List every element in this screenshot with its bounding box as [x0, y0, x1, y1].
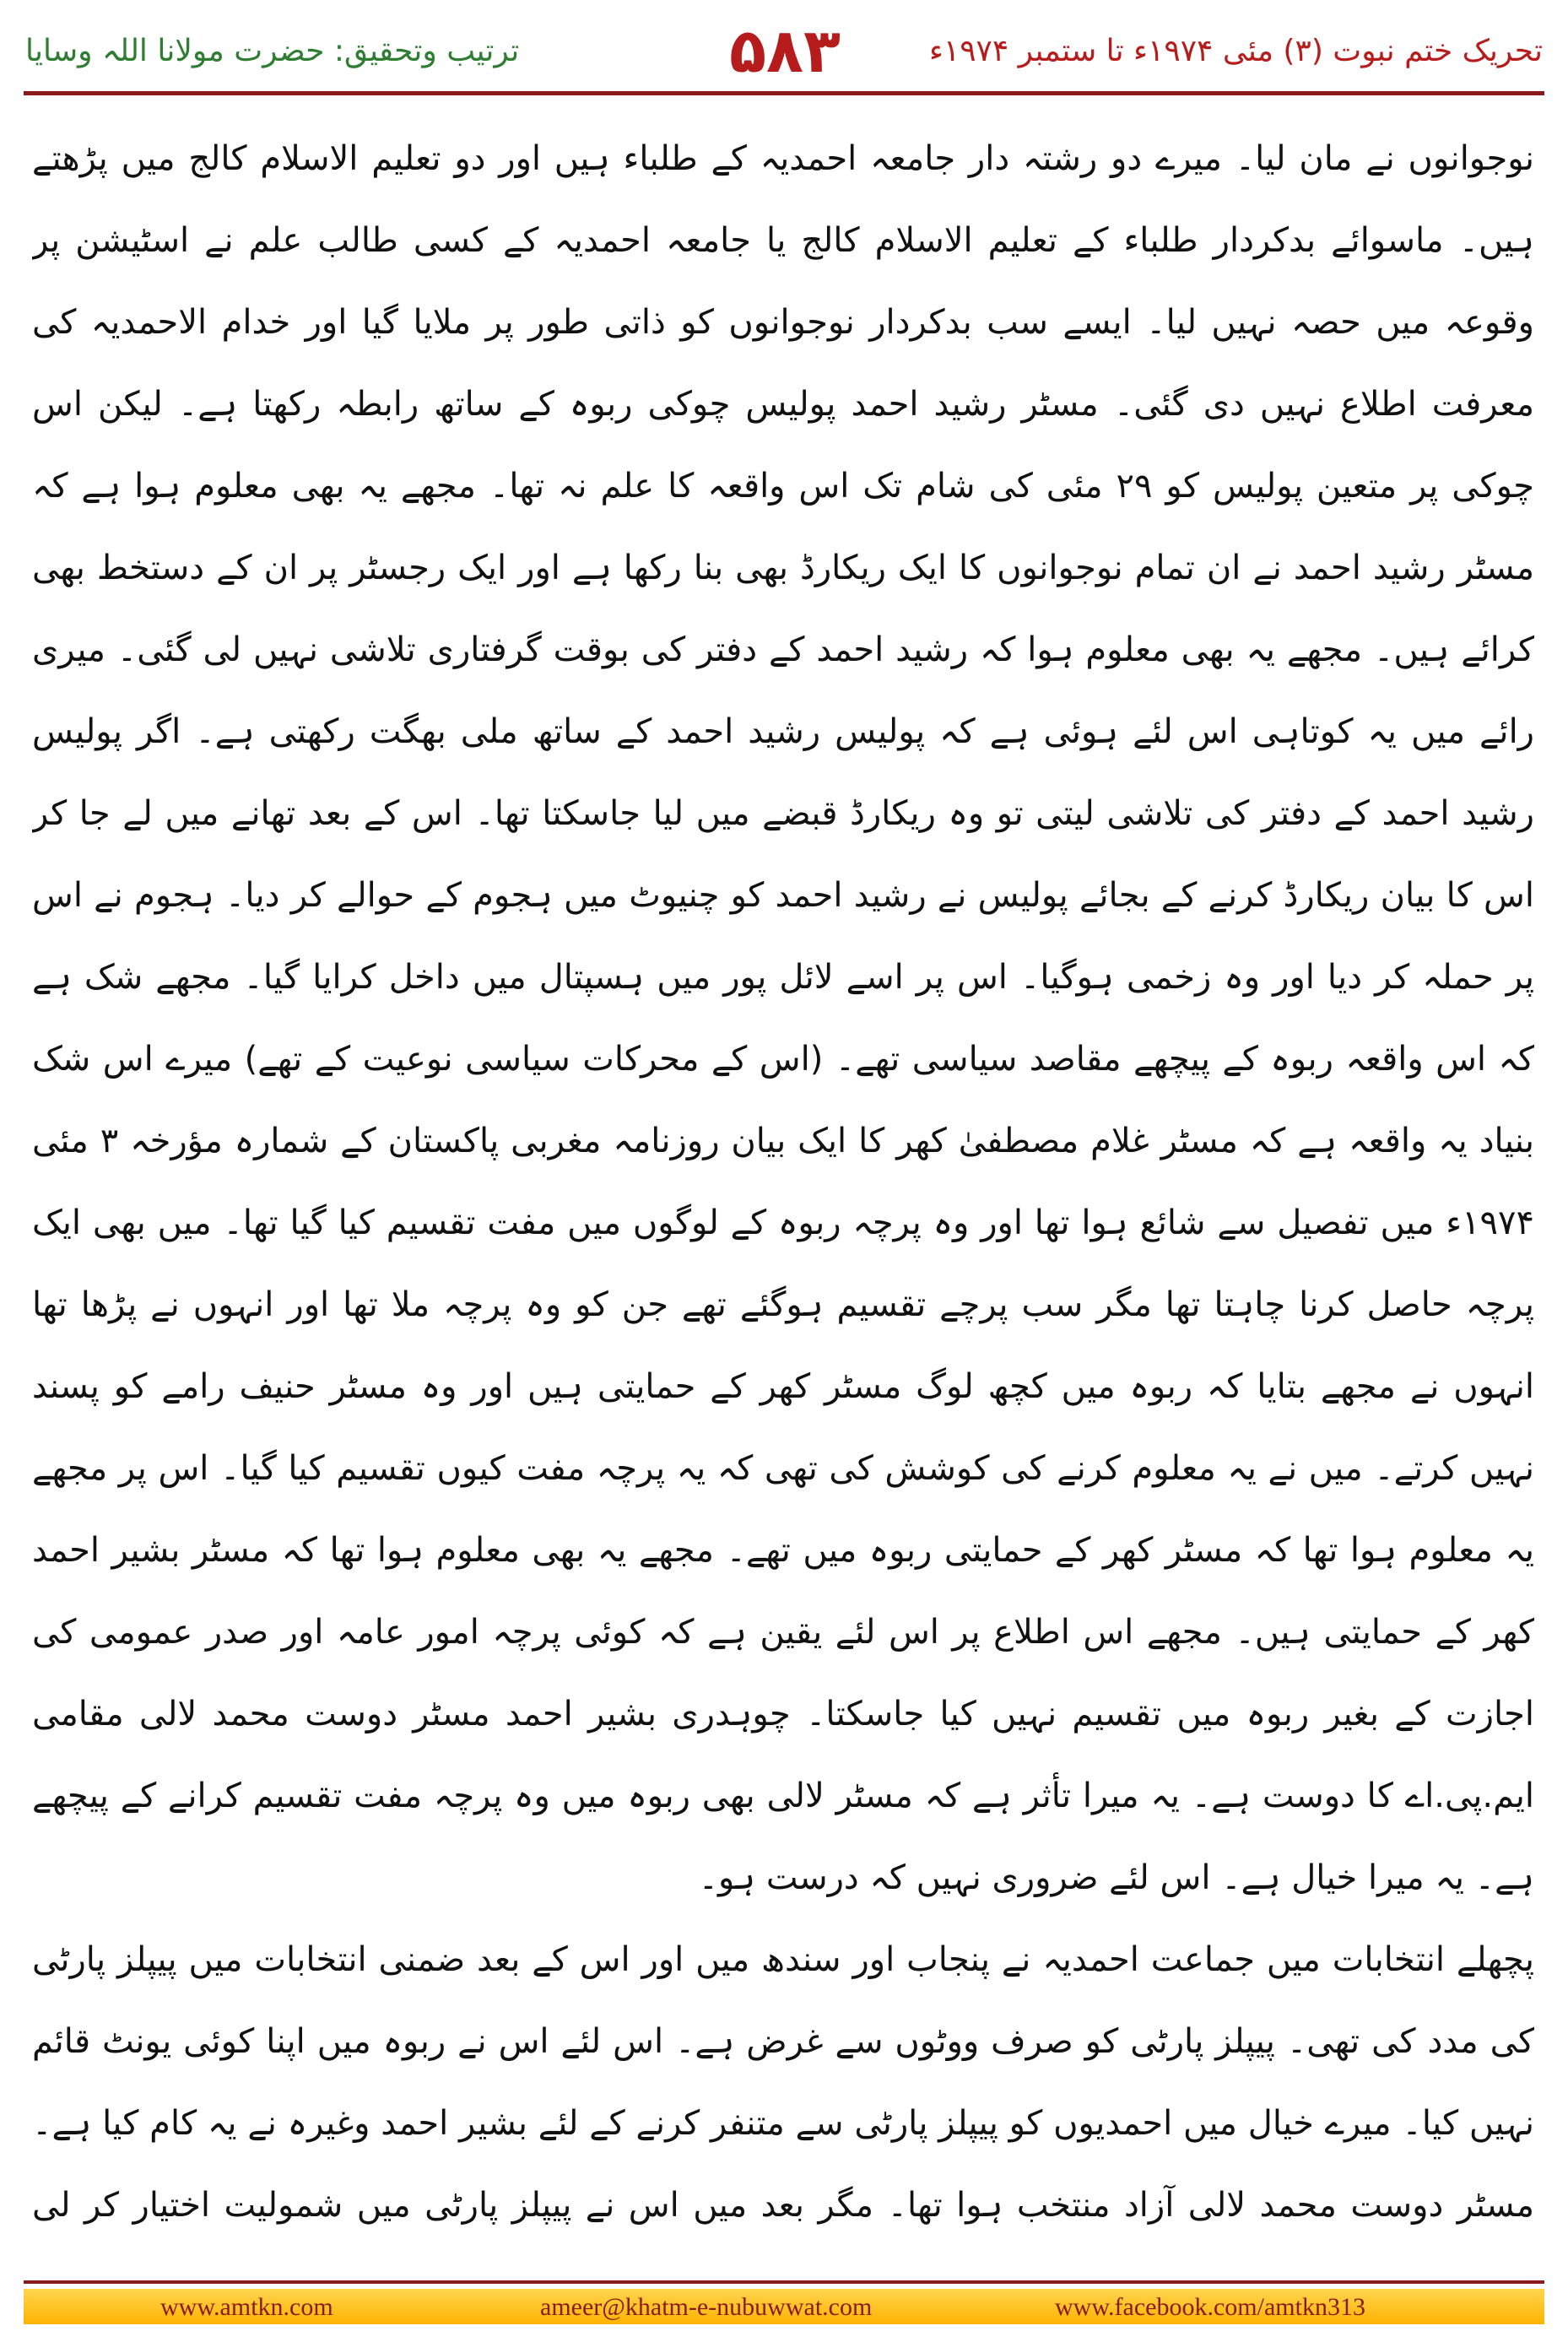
footer-facebook-link[interactable]: www.facebook.com/amtkn313 — [1055, 2293, 1365, 2321]
header-divider — [24, 91, 1544, 95]
book-title: تحریک ختم نبوت (۳) مئی ۱۹۷۴ء تا ستمبر ۱۹۷۴ء — [928, 34, 1543, 68]
paragraph: نوجوانوں نے مان لیا۔ میرے دو رشتہ دار جامعہ احمدیہ کے طلباء ہیں اور دو تعلیم الاسلام کالج میں پڑھتے ہیں۔ ماسوائے بدکردار طلباء کے تعلیم الاسلام کالج یا جامعہ احمدیہ کے کسی طالب علم نے اسٹیشن پر وقوعہ میں حصہ نہیں لیا۔ ایسے سب بدکردار نوجوانوں کو ذاتی طور پر ملایا گیا اور خدام الاحمدیہ کی معرفت اطلاع نہیں دی گئی۔ مسٹر رشید احمد پولیس چوکی ربوہ کے ساتھ رابطہ رکھتا ہے۔ لیکن اس چوکی پر متعین پولیس کو ۲۹ مئی کی شام تک اس واقعہ کا علم نہ تھا۔ مجھے یہ بھی معلوم ہوا ہے کہ مسٹر رشید احمد نے ان تمام نوجوانوں کا ایک ریکارڈ بھی بنا رکھا ہے اور ایک رجسٹر پر ان کے دستخط بھی کرائے ہیں۔ مجھے یہ بھی معلوم ہوا کہ رشید احمد کے دفتر کی بوقت گرفتاری تلاشی نہیں لی گئی۔ میری رائے میں یہ کوتاہی اس لئے ہوئی ہے کہ پولیس رشید احمد کے ساتھ ملی بھگت رکھتی ہے۔ اگر پولیس رشید احمد کے دفتر کی تلاشی لیتی تو وہ ریکارڈ قبضے میں لیا جاسکتا تھا۔ اس کے بعد تھانے میں لے جا کر اس کا بیان ریکارڈ کرنے کے بجائے پولیس نے رشید احمد کو چنیوٹ میں ہجوم کے حوالے کر دیا۔ ہجوم نے اس پر حملہ کر دیا اور وہ زخمی ہوگیا۔ اس پر اسے لائل پور میں ہسپتال میں داخل کرایا گیا۔ مجھے شک ہے کہ اس واقعہ ربوہ کے پیچھے مقاصد سیاسی تھے۔ (اس کے محرکات سیاسی نوعیت کے تھے) میرے اس شک بنیاد یہ واقعہ ہے کہ مسٹر غلام مصطفیٰ کھر کا ایک بیان روزنامہ مغربی پاکستان کے شمارہ مؤرخہ ۳ مئی ۱۹۷۴ء میں تفصیل سے شائع ہوا تھا اور وہ پرچہ ربوہ کے لوگوں میں مفت تقسیم کیا گیا تھا۔ میں بھی ایک پرچہ حاصل کرنا چاہتا تھا مگر سب پرچے تقسیم ہوگئے تھے جن کو وہ پرچہ ملا تھا اور انہوں نے پڑھا تھا انہوں نے مجھے بتایا کہ ربوہ میں کچھ لوگ مسٹر کھر کے حمایتی ہیں اور وہ مسٹر حنیف رامے کو پسند نہیں کرتے۔ میں نے یہ معلوم کرنے کی کوشش کی تھی کہ یہ پرچہ مفت کیوں تقسیم کیا گیا۔ اس پر مجھے یہ معلوم ہوا تھا کہ مسٹر کھر کے حمایتی ربوہ میں تھے۔ مجھے یہ بھی معلوم ہوا تھا کہ مسٹر بشیر احمد کھر کے حمایتی ہیں۔ مجھے اس اطلاع پر اس لئے یقین ہے کہ کوئی پرچہ امور عامہ اور صدر عمومی کی اجازت کے بغیر ربوہ میں تقسیم نہیں کیا جاسکتا۔ چوہدری بشیر احمد مسٹر دوست محمد لالی مقامی ایم.پی.اے کا دوست ہے۔ یہ میرا تأثر ہے کہ مسٹر لالی بھی ربوہ میں وہ پرچہ مفت تقسیم کرانے کے پیچھے ہے۔ یہ میرا خیال ہے۔ اس لئے ضروری نہیں کہ درست ہو۔ — [32, 139, 1534, 1897]
page-number: ۵۸۳ — [729, 15, 841, 86]
footer-email-link[interactable]: ameer@khatm-e-nubuwwat.com — [540, 2293, 873, 2321]
page-body — [32, 118, 1534, 2245]
footer-divider — [24, 2280, 1544, 2284]
footer-website-link[interactable]: www.amtkn.com — [160, 2293, 333, 2321]
compiler-credit: ترتیب وتحقیق: حضرت مولانا اللہ وسایا — [25, 34, 520, 68]
paragraph: پچھلے انتخابات میں جماعت احمدیہ نے پنجاب اور سندھ میں اور اس کے بعد ضمنی انتخابات میں پیپلز پارٹی کی مدد کی تھی۔ پیپلز پارٹی کو صرف ووٹوں سے غرض ہے۔ اس لئے اس نے ربوہ میں اپنا کوئی یونٹ قائم نہیں کیا۔ میرے خیال میں احمدیوں کو پیپلز پارٹی سے متنفر کرنے کے لئے بشیر احمد وغیرہ نے یہ کام کیا ہے۔ مسٹر دوست محمد لالی آزاد منتخب ہوا تھا۔ مگر بعد میں اس نے پیپلز پارٹی میں شمولیت اختیار کر لی — [32, 1940, 1534, 2225]
page-header — [0, 0, 1568, 118]
